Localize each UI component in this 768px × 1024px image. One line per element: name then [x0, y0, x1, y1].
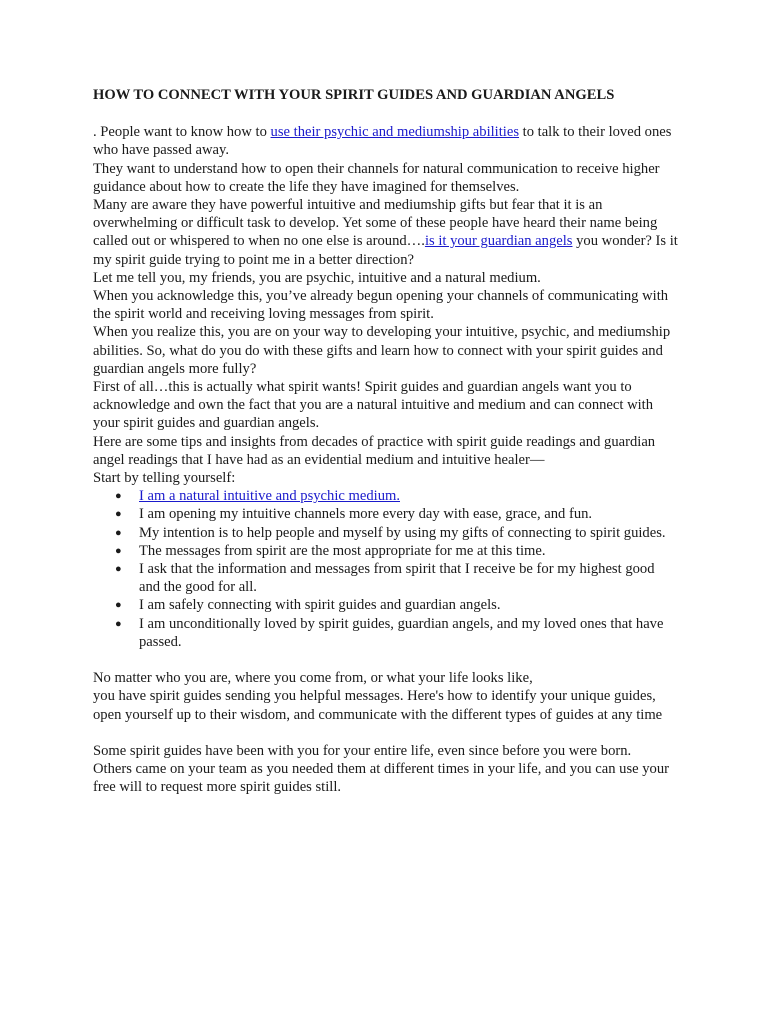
paragraph-no-matter: [93, 669, 678, 724]
list-item-text: My intention is to help people and myself by using my gifts of connecting to spirit guides.: [139, 524, 666, 541]
list-item: [115, 596, 678, 614]
list-item: [115, 505, 678, 523]
paragraph-gifts-text-start: Many are aware they have powerful intuitive and mediumship gifts but fear that it is an overwhelming or difficult task to develop. Yet some of these people have heard their name being called out or whispered to when no one else is around….: [93, 197, 658, 250]
paragraph-channels: They want to understand how to open their channels for natural communication to receive higher guidance about how to create the life they have imagined for themselves.: [93, 160, 660, 195]
paragraph-realize: When you realize this, you are on your way to developing your intuitive, psychic, and mediumship abilities. So, what do you do with these gifts and learn how to connect with your spirit guides and guardian angels more fully?: [93, 324, 671, 377]
paragraph-no-matter-line1: No matter who you are, where you come from, or what your life looks like,: [93, 670, 533, 687]
list-item: [115, 487, 678, 505]
paragraph-first-of-all: First of all…this is actually what spirit wants! Spirit guides and guardian angels want you to acknowledge and own the fact that you are a natural intuitive and medium and can connect with your spirit guides and guardian angels.: [93, 379, 654, 432]
spacer: [93, 651, 678, 669]
list-item-text: The messages from spirit are the most appropriate for me at this time.: [139, 542, 546, 559]
paragraph-intro-text-start: . People want to know how to: [93, 124, 271, 141]
document-title: HOW TO CONNECT WITH YOUR SPIRIT GUIDES AND GUARDIAN ANGELS: [93, 87, 615, 103]
psychic-abilities-link[interactable]: use their psychic and mediumship abilities: [270, 124, 519, 141]
bullet-icon: ●: [115, 526, 122, 539]
paragraph-natural-medium: Let me tell you, my friends, you are psychic, intuitive and a natural medium.: [93, 269, 541, 286]
natural-medium-link[interactable]: I am a natural intuitive and psychic medium.: [139, 488, 400, 505]
list-item-text: I am unconditionally loved by spirit guides, guardian angels, and my loved ones that have passed.: [139, 615, 664, 650]
list-item-text: I ask that the information and messages from spirit that I receive be for my highest good and the good for all.: [139, 561, 655, 596]
spacer: [93, 724, 678, 742]
list-item: [115, 524, 678, 542]
bullet-icon: ●: [115, 599, 122, 612]
affirmations-list: [93, 487, 678, 651]
list-item: [115, 542, 678, 560]
bullet-icon: ●: [115, 508, 122, 521]
paragraph-entire-life: Some spirit guides have been with you for your entire life, even since before you were born.: [93, 742, 632, 759]
bullet-icon: ●: [115, 563, 122, 576]
paragraph-others-came: Others came on your team as you needed them at different times in your life, and you can use your free will to request more spirit guides still.: [93, 760, 670, 796]
paragraph-start: Start by telling yourself:: [93, 470, 236, 487]
list-item-text: I am safely connecting with spirit guides and guardian angels.: [139, 597, 501, 614]
paragraph-no-matter-rest: you have spirit guides sending you helpful messages. Here's how to identify your unique guides, open yourself up to their wisdom, and communicate with the different types of guides at any time: [93, 688, 663, 723]
list-item: [115, 560, 678, 596]
bullet-icon: ●: [115, 490, 122, 503]
paragraph-tips: Here are some tips and insights from decades of practice with spirit guide readings and guardian angel readings that I have had as an evidential medium and intuitive healer—: [93, 433, 656, 468]
bullet-icon: ●: [115, 617, 122, 630]
paragraph-intro: [93, 123, 678, 159]
paragraph-gifts-text-end: you wonder? Is it my spirit guide trying to point me in a better direction?: [93, 233, 678, 268]
paragraph-gifts: [93, 196, 678, 269]
list-item: [115, 615, 678, 651]
paragraph-acknowledge: When you acknowledge this, you’ve already begun opening your channels of communicating with the spirit world and receiving loving messages from spirit.: [93, 288, 669, 323]
document-page: [93, 86, 678, 796]
bullet-icon: ●: [115, 544, 122, 557]
guardian-angels-link[interactable]: is it your guardian angels: [424, 233, 573, 250]
paragraph-intro-text-end: to talk to their loved ones who have passed away.: [93, 124, 672, 159]
list-item-text: I am opening my intuitive channels more every day with ease, grace, and fun.: [139, 506, 593, 523]
